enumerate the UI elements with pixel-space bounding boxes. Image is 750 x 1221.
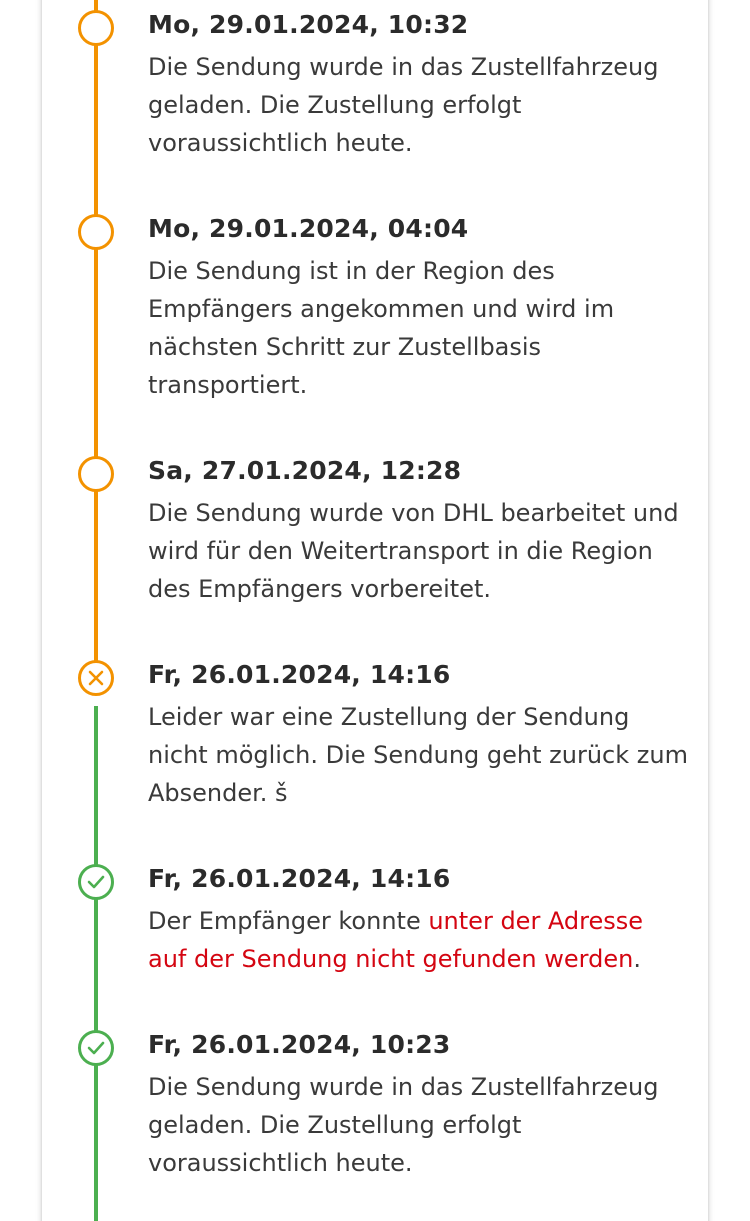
check-icon [87, 1041, 105, 1055]
address-not-found-link[interactable]: unter der Adresse auf der Sendung nicht gefunden werden [148, 907, 644, 973]
timeline-line-green [94, 706, 98, 1221]
check-circle-icon [78, 1030, 114, 1066]
circle-icon [78, 456, 114, 492]
tracking-event [148, 659, 688, 812]
x-icon [88, 670, 104, 686]
event-description-text: Der Empfänger konnte [148, 907, 429, 935]
timeline-line-orange [94, 0, 98, 678]
tracking-event [148, 863, 688, 978]
event-description: Die Sendung wurde in das Zustellfahrzeug geladen. Die Zustellung erfolgt voraussichtlich heute. [148, 1073, 659, 1177]
tracking-event [148, 213, 688, 404]
check-circle-icon [78, 864, 114, 900]
event-description: Leider war eine Zustellung der Sendung nicht möglich. Die Sendung geht zurück zum Absender. š [148, 703, 688, 807]
x-circle-icon [78, 660, 114, 696]
tracking-event [148, 9, 688, 162]
event-description: Die Sendung ist in der Region des Empfängers angekommen und wird im nächsten Schritt zur Zustellbasis transportiert. [148, 257, 615, 399]
event-date: Sa, 27.01.2024, 12:28 [148, 456, 462, 485]
event-date: Fr, 26.01.2024, 10:23 [148, 1030, 451, 1059]
event-date: Fr, 26.01.2024, 14:16 [148, 864, 451, 893]
event-description [148, 902, 688, 978]
event-description-end: . [633, 945, 641, 973]
event-description: Die Sendung wurde in das Zustellfahrzeug geladen. Die Zustellung erfolgt voraussichtlich heute. [148, 53, 659, 157]
event-description: Die Sendung wurde von DHL bearbeitet und wird für den Weitertransport in die Region des Empfängers vorbereitet. [148, 499, 679, 603]
check-icon [87, 875, 105, 889]
tracking-event [148, 1029, 688, 1182]
tracking-event [148, 455, 688, 608]
event-date: Mo, 29.01.2024, 10:32 [148, 10, 469, 39]
circle-icon [78, 10, 114, 46]
event-date: Fr, 26.01.2024, 14:16 [148, 660, 451, 689]
circle-icon [78, 214, 114, 250]
event-date: Mo, 29.01.2024, 04:04 [148, 214, 469, 243]
